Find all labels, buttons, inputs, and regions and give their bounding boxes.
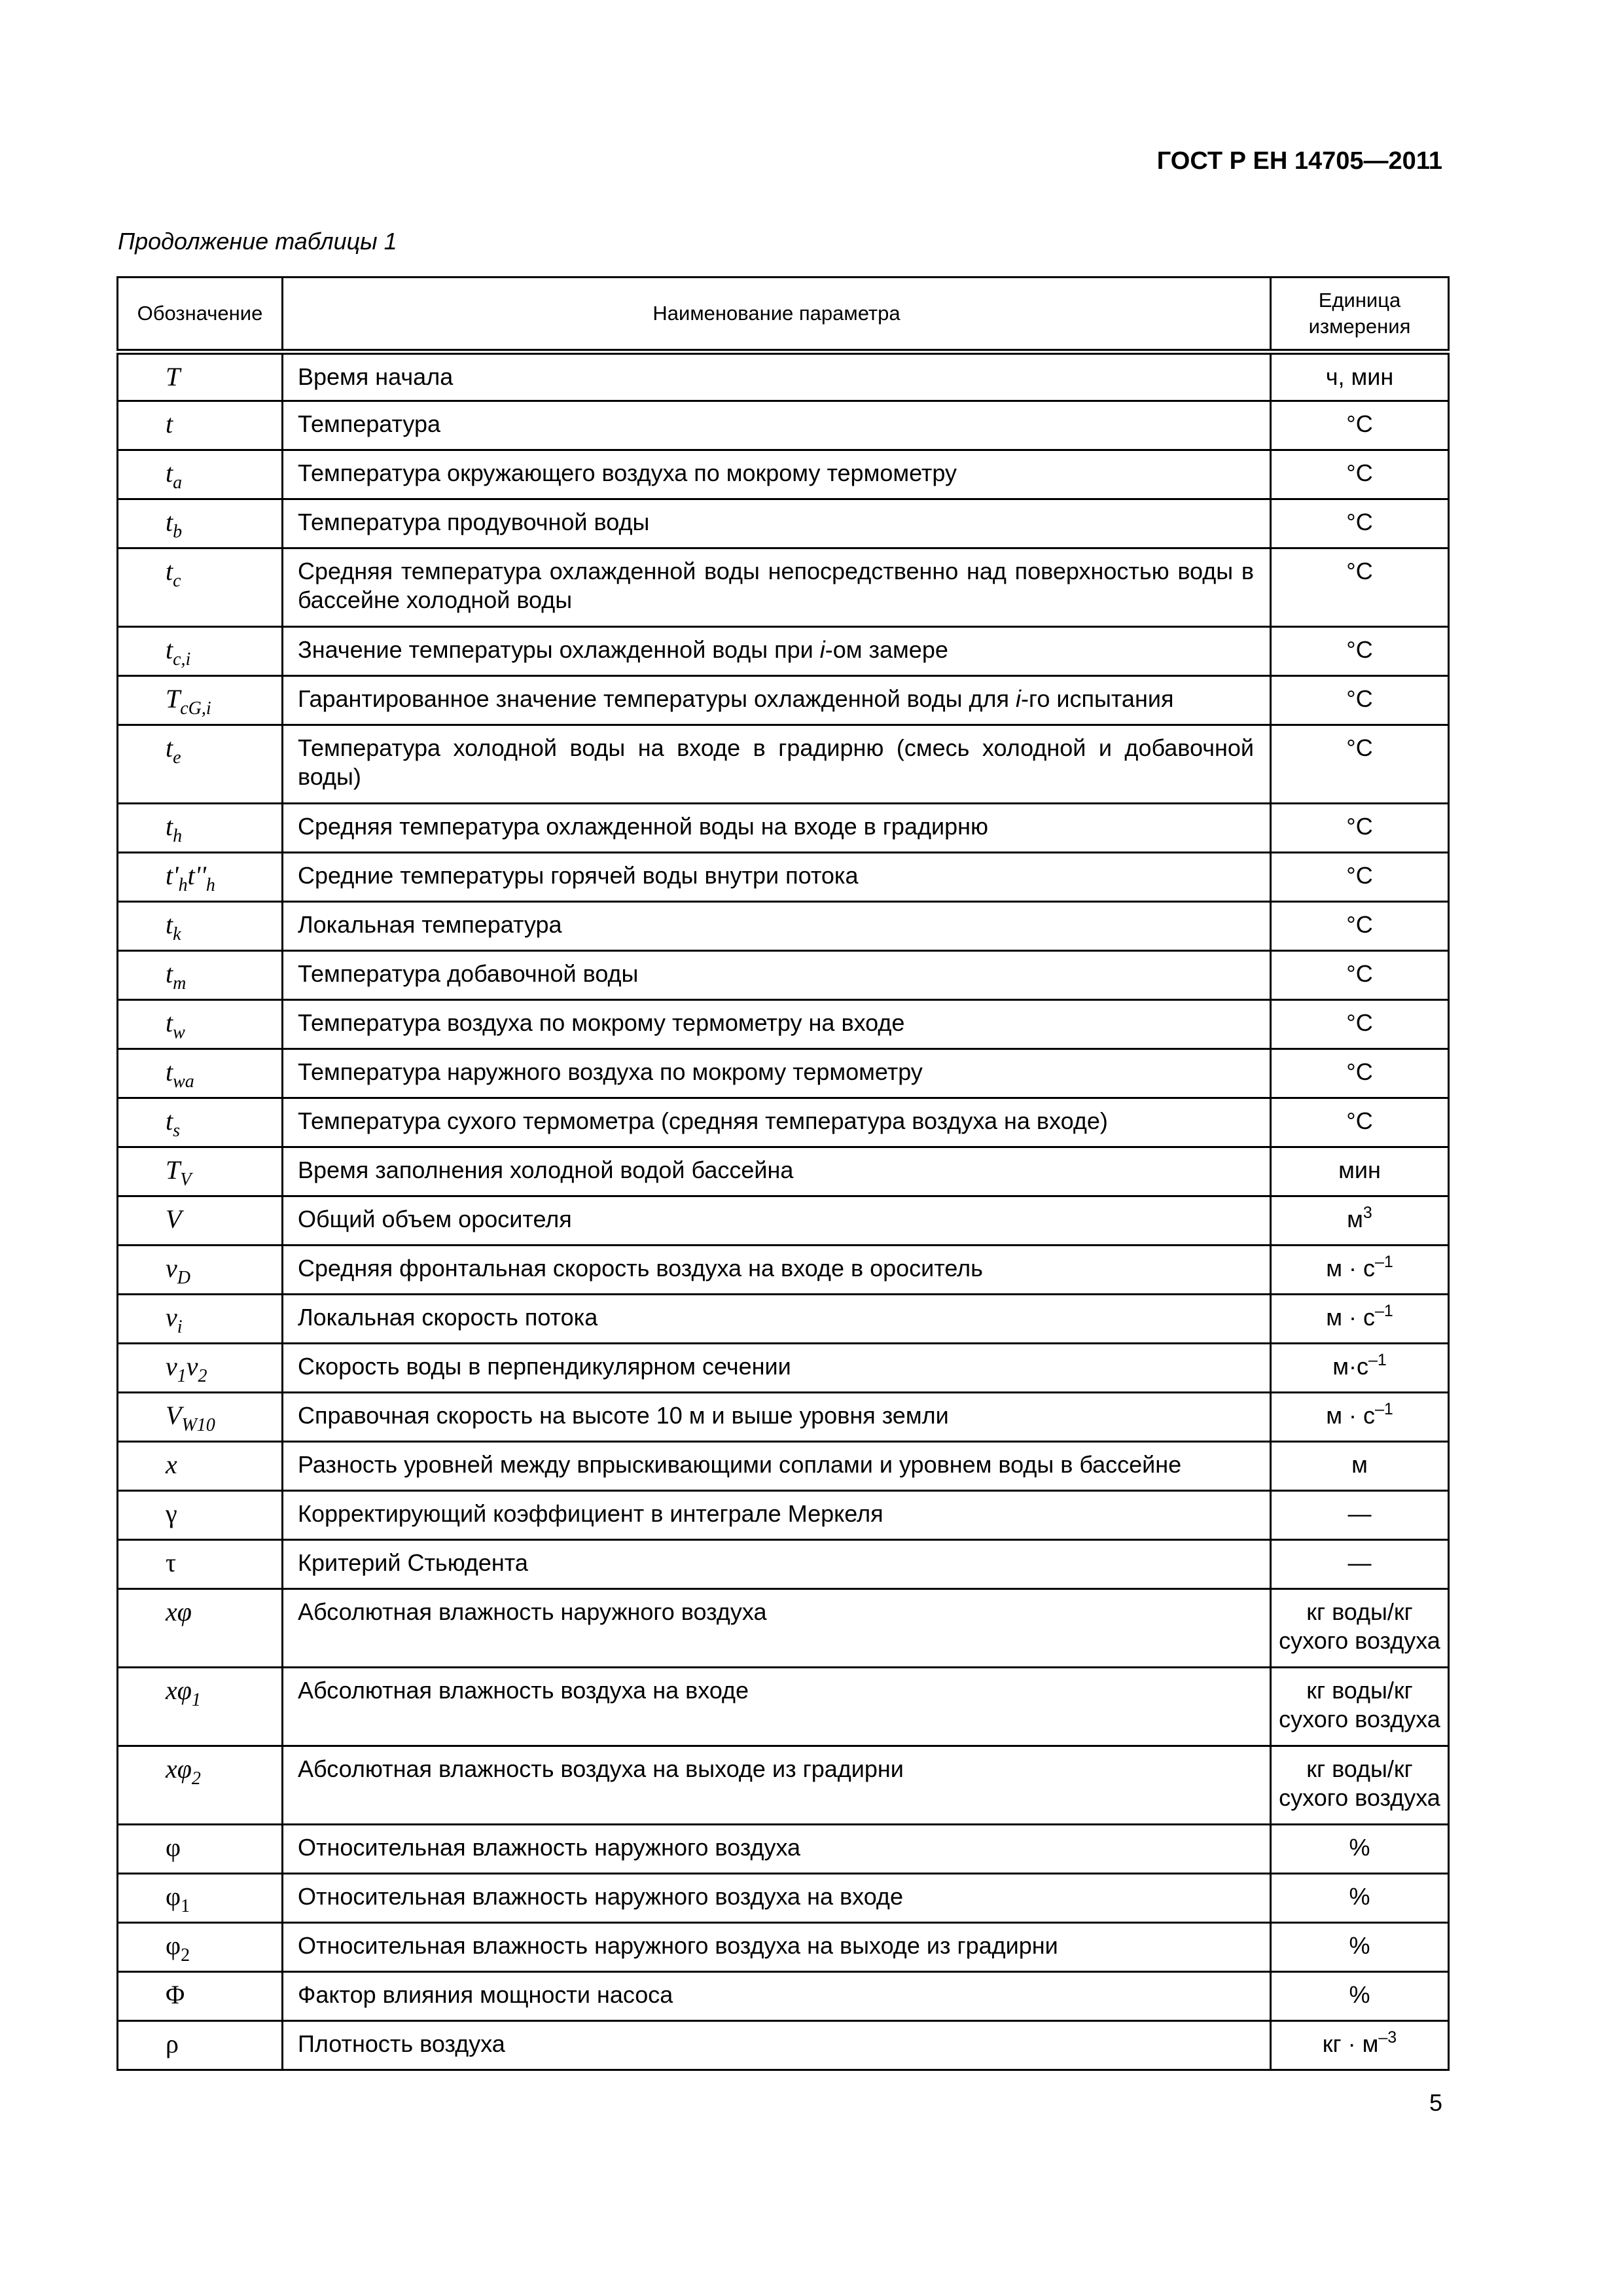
table-row — [118, 1098, 1449, 1147]
parameter-name-text: Локальная температура — [298, 911, 562, 938]
symbol-cell — [118, 1246, 283, 1295]
unit-text: м · с — [1326, 1402, 1375, 1429]
parameter-name-cell — [283, 1000, 1271, 1049]
table-row — [118, 951, 1449, 1000]
unit-exponent: –1 — [1374, 1400, 1393, 1418]
symbol-text: t' — [166, 861, 179, 890]
table-row — [118, 725, 1449, 804]
parameter-name-text: Средняя температура охлажденной воды непосредственно над поверхностью воды в бассейне холодной воды — [298, 558, 1254, 613]
symbol-cell — [118, 676, 283, 725]
symbol-text: v — [166, 1352, 177, 1381]
parameter-name-text: Температура продувочной воды — [298, 509, 650, 535]
symbol-text: Φ — [166, 1980, 185, 2009]
parameter-name-text: Абсолютная влажность воздуха на входе — [298, 1677, 749, 1704]
symbol-text: V — [166, 1401, 182, 1430]
table-row — [118, 1246, 1449, 1295]
parameter-name-text: Абсолютная влажность воздуха на выходе из градирни — [298, 1755, 904, 1782]
unit-cell — [1271, 548, 1449, 627]
parameter-name-text: -го испытания — [1021, 685, 1174, 712]
unit-cell — [1271, 2021, 1449, 2070]
unit-text: % — [1349, 1932, 1370, 1959]
unit-cell — [1271, 1246, 1449, 1295]
table-row — [118, 548, 1449, 627]
unit-cell — [1271, 1491, 1449, 1540]
symbol-subscript: cG,i — [180, 698, 211, 719]
unit-cell — [1271, 1923, 1449, 1972]
symbol-cell — [118, 1746, 283, 1825]
table-row — [118, 902, 1449, 951]
table-row — [118, 1491, 1449, 1540]
parameter-name-cell — [283, 627, 1271, 676]
table-row — [118, 352, 1449, 401]
symbol-cell — [118, 401, 283, 450]
symbol-cell — [118, 1393, 283, 1442]
table-body — [118, 352, 1449, 2070]
symbol-cell — [118, 352, 283, 401]
unit-cell — [1271, 401, 1449, 450]
unit-text: °С — [1346, 734, 1373, 761]
parameter-name-cell — [283, 853, 1271, 902]
unit-cell — [1271, 450, 1449, 499]
symbol-cell — [118, 1972, 283, 2021]
table-row — [118, 1746, 1449, 1825]
parameter-name-cell — [283, 1825, 1271, 1874]
unit-text: °С — [1346, 685, 1373, 712]
unit-cell — [1271, 1147, 1449, 1196]
parameters-table — [116, 276, 1450, 2071]
unit-text: м — [1351, 1451, 1368, 1478]
unit-text: кг воды/кг сухого воздуха — [1279, 1755, 1440, 1811]
unit-text: °С — [1346, 911, 1373, 938]
symbol-text: t — [166, 1057, 173, 1086]
unit-text: м · с — [1326, 1304, 1375, 1331]
parameter-name-text: Средняя температура охлажденной воды на входе в градирню — [298, 813, 988, 840]
table-row — [118, 1923, 1449, 1972]
unit-cell — [1271, 1098, 1449, 1147]
symbol-text: t — [166, 409, 173, 439]
parameter-name-text: Температура наружного воздуха по мокрому термометру — [298, 1058, 923, 1085]
symbol-subscript: b — [173, 522, 183, 542]
symbol-text: t'' — [187, 861, 206, 890]
parameter-name-cell — [283, 1344, 1271, 1393]
header-unit — [1271, 278, 1449, 352]
symbol-text: t — [166, 959, 173, 988]
unit-text: °С — [1346, 509, 1373, 535]
unit-cell — [1271, 1442, 1449, 1491]
unit-text: °С — [1346, 410, 1373, 437]
symbol-cell — [118, 951, 283, 1000]
symbol-subscript: 1 — [191, 1690, 201, 1710]
symbol-subscript: k — [173, 924, 181, 944]
symbol-cell — [118, 853, 283, 902]
symbol-cell — [118, 1295, 283, 1344]
symbol-text: xφ — [166, 1754, 192, 1784]
unit-text: °С — [1346, 1107, 1373, 1134]
unit-text: кг · м — [1322, 2030, 1379, 2057]
table-row — [118, 1344, 1449, 1393]
parameter-name-cell — [283, 548, 1271, 627]
symbol-cell — [118, 1668, 283, 1746]
symbol-cell — [118, 499, 283, 548]
parameter-name-text: Общий объем оросителя — [298, 1206, 572, 1232]
unit-text: °С — [1346, 1009, 1373, 1036]
unit-cell — [1271, 1196, 1449, 1246]
parameter-name-cell — [283, 676, 1271, 725]
symbol-subscript: h — [205, 875, 215, 895]
symbol-subscript: 1 — [177, 1366, 187, 1386]
unit-cell — [1271, 951, 1449, 1000]
unit-exponent: –1 — [1374, 1302, 1393, 1320]
symbol-text: t — [166, 1106, 173, 1136]
parameter-name-cell — [283, 1972, 1271, 2021]
symbol-subscript: 1 — [181, 1896, 190, 1916]
symbol-text: T — [166, 1155, 181, 1185]
table-row — [118, 1196, 1449, 1246]
symbol-cell — [118, 1000, 283, 1049]
parameter-name-cell — [283, 1049, 1271, 1098]
unit-text: °С — [1346, 459, 1373, 486]
parameter-name-text: Средняя фронтальная скорость воздуха на входе в ороситель — [298, 1255, 983, 1282]
table-row — [118, 1442, 1449, 1491]
unit-cell — [1271, 1746, 1449, 1825]
symbol-text: t — [166, 812, 173, 841]
symbol-text: V — [166, 1204, 182, 1234]
table-row — [118, 2021, 1449, 2070]
symbol-cell — [118, 1825, 283, 1874]
parameter-name-cell — [283, 499, 1271, 548]
table-row — [118, 1589, 1449, 1668]
symbol-cell — [118, 1923, 283, 1972]
table-caption: Продолжение таблицы 1 — [118, 228, 397, 255]
unit-text: °С — [1346, 813, 1373, 840]
symbol-cell — [118, 450, 283, 499]
symbol-text: ρ — [166, 2029, 179, 2058]
parameter-name-text: Температура холодной воды на входе в градирню (смесь холодной и добавочной воды) — [298, 734, 1254, 790]
parameter-name-cell — [283, 1491, 1271, 1540]
symbol-cell — [118, 1098, 283, 1147]
parameter-name-text: Температура окружающего воздуха по мокрому термометру — [298, 459, 957, 486]
symbol-cell — [118, 1589, 283, 1668]
unit-text: — — [1347, 1549, 1372, 1576]
parameter-name-text: -ом замере — [825, 636, 948, 663]
header-symbol: Обозначение — [118, 278, 283, 352]
symbol-subscript: m — [173, 973, 187, 994]
unit-cell — [1271, 804, 1449, 853]
unit-text: °С — [1346, 960, 1373, 987]
parameter-name-cell — [283, 951, 1271, 1000]
parameter-name-italic: i — [1016, 685, 1022, 712]
parameter-name-cell — [283, 1147, 1271, 1196]
unit-exponent: 3 — [1363, 1204, 1372, 1222]
table-row — [118, 450, 1449, 499]
symbol-text: φ — [166, 1882, 181, 1911]
symbol-text: x — [166, 1450, 177, 1479]
table-row — [118, 1874, 1449, 1923]
parameter-name-text: Гарантированное значение температуры охлажденной воды для — [298, 685, 1016, 712]
parameter-name-text: Локальная скорость потока — [298, 1304, 598, 1331]
symbol-cell — [118, 804, 283, 853]
unit-text: °С — [1346, 1058, 1373, 1085]
table-row — [118, 401, 1449, 450]
table-row — [118, 804, 1449, 853]
parameter-name-cell — [283, 1196, 1271, 1246]
parameter-name-text: Справочная скорость на высоте 10 м и выше уровня земли — [298, 1402, 949, 1429]
unit-text: % — [1349, 1834, 1370, 1861]
table-row — [118, 1540, 1449, 1589]
table-row — [118, 1825, 1449, 1874]
table-row — [118, 499, 1449, 548]
symbol-text: T — [166, 362, 181, 391]
symbol-subscript: 2 — [181, 1945, 190, 1965]
symbol-text: t — [166, 1008, 173, 1037]
unit-text: ч, мин — [1325, 363, 1394, 390]
symbol-text: t — [166, 635, 173, 664]
symbol-text: t — [166, 910, 173, 939]
parameter-name-cell — [283, 804, 1271, 853]
symbol-text: t — [166, 733, 173, 762]
unit-text: м · с — [1326, 1255, 1375, 1282]
symbol-subscript: c — [173, 571, 181, 591]
symbol-text: xφ — [166, 1676, 192, 1705]
unit-cell — [1271, 1000, 1449, 1049]
symbol-text: v — [186, 1352, 198, 1381]
parameter-name-text: Температура — [298, 410, 441, 437]
parameter-name-cell — [283, 1295, 1271, 1344]
parameter-name-cell — [283, 450, 1271, 499]
header-unit-line1: Единица — [1318, 289, 1401, 312]
symbol-subscript: wa — [173, 1071, 194, 1092]
unit-exponent: –3 — [1378, 2028, 1397, 2047]
unit-text: °С — [1346, 636, 1373, 663]
parameter-name-cell — [283, 2021, 1271, 2070]
unit-cell — [1271, 1295, 1449, 1344]
symbol-cell — [118, 902, 283, 951]
unit-cell — [1271, 1589, 1449, 1668]
symbol-cell — [118, 1147, 283, 1196]
symbol-subscript: 2 — [198, 1366, 207, 1386]
symbol-subscript: c,i — [173, 649, 191, 670]
unit-text: °С — [1346, 558, 1373, 584]
symbol-subscript: W10 — [181, 1415, 215, 1435]
parameter-name-text: Разность уровней между впрыскивающими соплами и уровнем воды в бассейне — [298, 1451, 1182, 1478]
symbol-cell — [118, 1049, 283, 1098]
symbol-text: γ — [166, 1499, 177, 1528]
symbol-text: xφ — [166, 1597, 192, 1626]
unit-text: м·с — [1332, 1353, 1368, 1380]
unit-text: мин — [1338, 1157, 1381, 1183]
table-header-row — [118, 278, 1449, 352]
symbol-text: φ — [166, 1833, 181, 1862]
unit-cell — [1271, 1972, 1449, 2021]
parameter-name-text: Абсолютная влажность наружного воздуха — [298, 1598, 767, 1625]
symbol-text: τ — [166, 1548, 177, 1577]
unit-cell — [1271, 853, 1449, 902]
parameter-name-cell — [283, 1442, 1271, 1491]
symbol-subscript: 2 — [191, 1768, 201, 1789]
symbol-text: t — [166, 507, 173, 537]
table-row — [118, 1295, 1449, 1344]
parameter-name-cell — [283, 1746, 1271, 1825]
parameter-name-text: Температура воздуха по мокрому термометру на входе — [298, 1009, 905, 1036]
unit-text: — — [1347, 1500, 1372, 1527]
symbol-subscript: a — [173, 473, 183, 493]
parameter-name-cell — [283, 401, 1271, 450]
unit-cell — [1271, 1668, 1449, 1746]
symbol-text: t — [166, 458, 173, 488]
symbol-subscript: V — [180, 1170, 192, 1190]
unit-cell — [1271, 676, 1449, 725]
parameter-name-cell — [283, 1668, 1271, 1746]
symbol-cell — [118, 1442, 283, 1491]
header-unit-line2: измерения — [1308, 315, 1411, 338]
table-row — [118, 1668, 1449, 1746]
symbol-text: T — [166, 684, 181, 713]
parameter-name-cell — [283, 1923, 1271, 1972]
unit-text: кг воды/кг сухого воздуха — [1279, 1598, 1440, 1654]
parameter-name-cell — [283, 1098, 1271, 1147]
parameter-name-cell — [283, 1246, 1271, 1295]
symbol-text: v — [166, 1253, 177, 1283]
unit-cell — [1271, 499, 1449, 548]
unit-cell — [1271, 1049, 1449, 1098]
parameter-name-cell — [283, 1393, 1271, 1442]
parameter-name-text: Температура добавочной воды — [298, 960, 639, 987]
table-row — [118, 676, 1449, 725]
symbol-cell — [118, 1196, 283, 1246]
unit-cell — [1271, 1874, 1449, 1923]
parameter-name-text: Температура сухого термометра (средняя температура воздуха на входе) — [298, 1107, 1108, 1134]
symbol-subscript: e — [173, 747, 181, 768]
unit-text: % — [1349, 1981, 1370, 2008]
unit-cell — [1271, 352, 1449, 401]
parameter-name-cell — [283, 902, 1271, 951]
parameter-name-text: Время начала — [298, 363, 454, 390]
symbol-subscript: D — [177, 1268, 190, 1288]
parameter-name-text: Относительная влажность наружного воздуха — [298, 1834, 801, 1861]
unit-cell — [1271, 1825, 1449, 1874]
unit-text: % — [1349, 1883, 1370, 1910]
unit-cell — [1271, 1344, 1449, 1393]
parameter-name-text: Значение температуры охлажденной воды при — [298, 636, 820, 663]
parameter-name-text: Время заполнения холодной водой бассейна — [298, 1157, 794, 1183]
page-number: 5 — [1429, 2089, 1442, 2116]
unit-text: кг воды/кг сухого воздуха — [1279, 1677, 1440, 1732]
parameter-name-italic: i — [819, 636, 825, 663]
unit-cell — [1271, 1540, 1449, 1589]
table-row — [118, 1049, 1449, 1098]
parameter-name-text: Скорость воды в перпендикулярном сечении — [298, 1353, 791, 1380]
symbol-cell — [118, 548, 283, 627]
parameter-name-cell — [283, 352, 1271, 401]
symbol-subscript: w — [173, 1022, 185, 1043]
table-row — [118, 1147, 1449, 1196]
symbol-text: φ — [166, 1931, 181, 1960]
parameter-name-text: Относительная влажность наружного воздуха на входе — [298, 1883, 903, 1910]
unit-text: °С — [1346, 862, 1373, 889]
table-row — [118, 853, 1449, 902]
parameter-name-text: Относительная влажность наружного воздуха на выходе из градирни — [298, 1932, 1058, 1959]
symbol-cell — [118, 1874, 283, 1923]
parameter-name-cell — [283, 725, 1271, 804]
unit-cell — [1271, 725, 1449, 804]
symbol-subscript: h — [173, 826, 183, 846]
parameter-name-text: Критерий Стьюдента — [298, 1549, 528, 1576]
unit-exponent: –1 — [1374, 1253, 1393, 1271]
unit-cell — [1271, 1393, 1449, 1442]
symbol-subscript: i — [177, 1317, 183, 1337]
symbol-text: t — [166, 556, 173, 586]
symbol-subscript: h — [178, 875, 188, 895]
parameter-name-text: Средние температуры горячей воды внутри потока — [298, 862, 859, 889]
symbol-cell — [118, 1540, 283, 1589]
table-row — [118, 1000, 1449, 1049]
parameter-name-cell — [283, 1874, 1271, 1923]
symbol-cell — [118, 1344, 283, 1393]
parameter-name-cell — [283, 1589, 1271, 1668]
table-row — [118, 1393, 1449, 1442]
unit-text: м — [1347, 1206, 1363, 1232]
header-name: Наименование параметра — [283, 278, 1271, 352]
parameter-name-text: Фактор влияния мощности насоса — [298, 1981, 673, 2008]
parameter-name-text: Плотность воздуха — [298, 2030, 505, 2057]
unit-exponent: –1 — [1368, 1351, 1387, 1369]
document-code: ГОСТ Р ЕН 14705—2011 — [1156, 147, 1442, 175]
symbol-subscript: s — [173, 1121, 181, 1141]
unit-cell — [1271, 902, 1449, 951]
table-row — [118, 1972, 1449, 2021]
symbol-cell — [118, 627, 283, 676]
symbol-cell — [118, 1491, 283, 1540]
parameter-name-text: Корректирующий коэффициент в интеграле Меркеля — [298, 1500, 883, 1527]
symbol-cell — [118, 2021, 283, 2070]
table-row — [118, 627, 1449, 676]
parameter-name-cell — [283, 1540, 1271, 1589]
symbol-cell — [118, 725, 283, 804]
unit-cell — [1271, 627, 1449, 676]
symbol-text: v — [166, 1302, 177, 1332]
